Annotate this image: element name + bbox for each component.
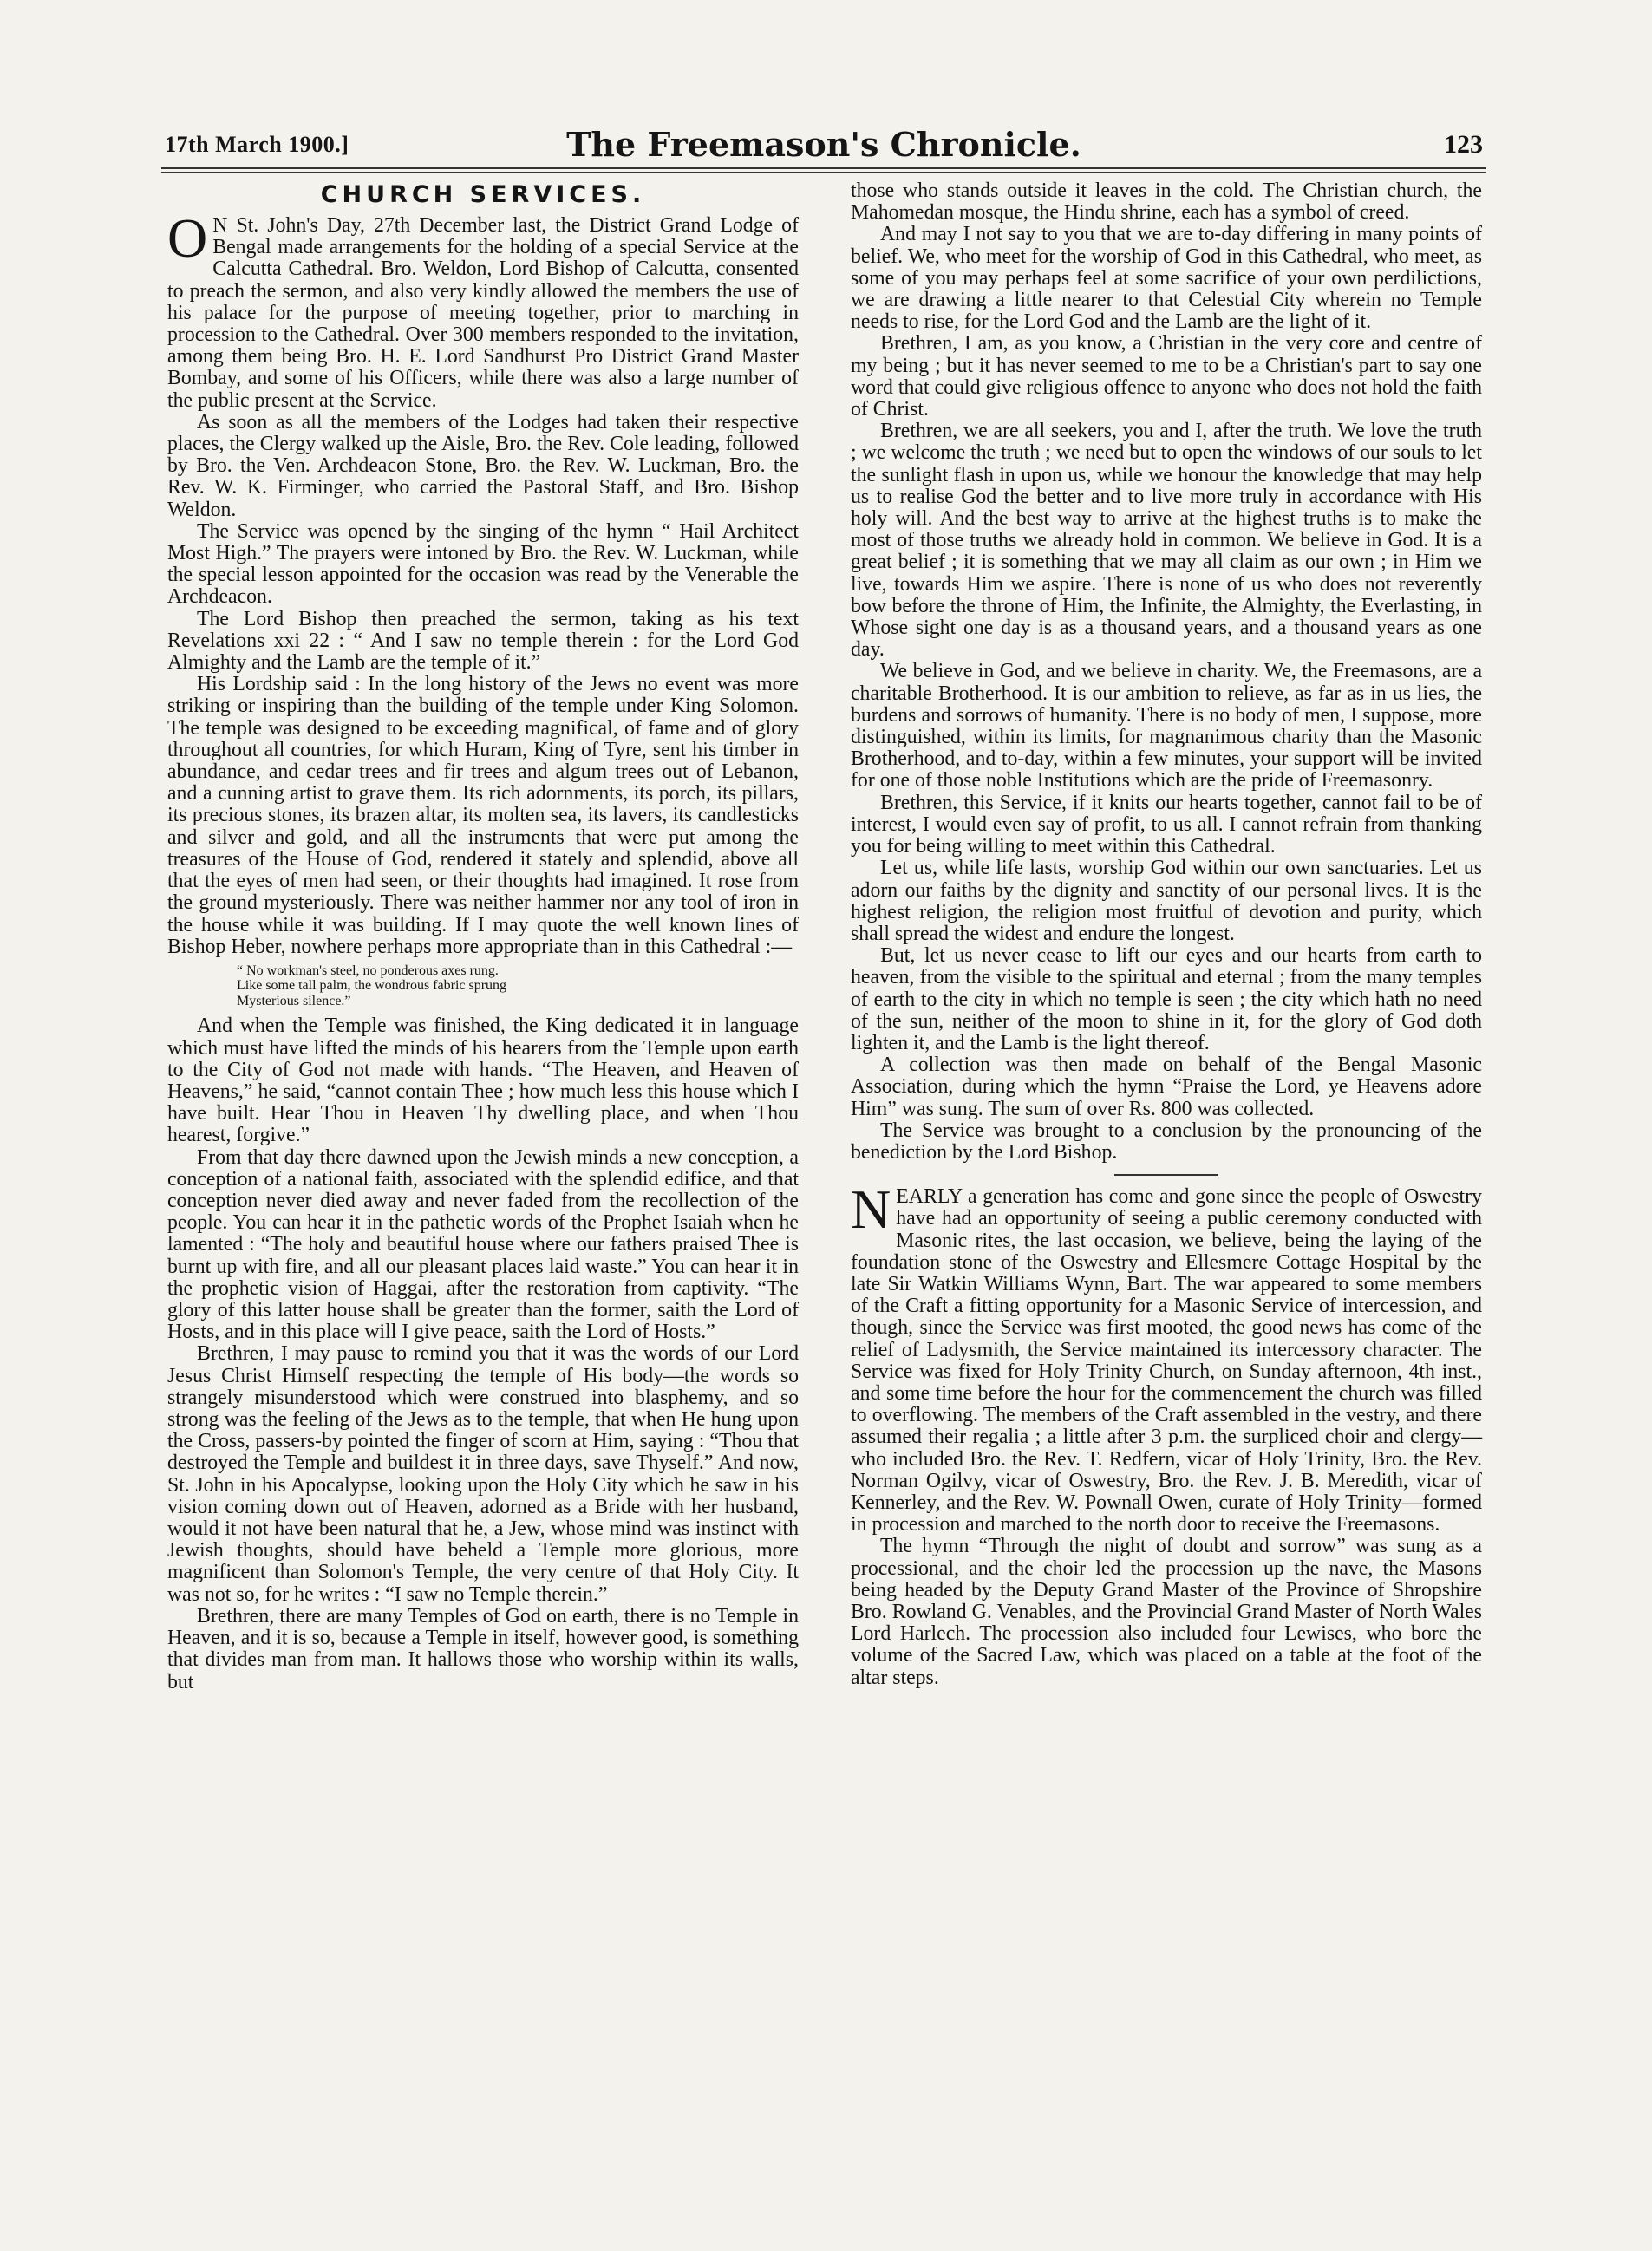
article-paragraph: The hymn “Through the night of doubt and sorrow” was sung as a processional, and the choir led the procession up the nave, the Masons being headed by the Deputy Grand Master of the Province of Shropshire Bro. Rowland G. Venables, and the Provincial Grand Master of North Wales Lord Harlech. The procession also included four Lewises, who bore the volume of the Sacred Law, which was placed on a table at the foot of the altar steps. [851,1535,1482,1689]
poem-quote [237,963,799,1009]
poem-line: “ No workman's steel, no ponderous axes rung. [237,962,499,978]
article-paragraph: O N St. John's Day, 27th December last, the District Grand Lodge of Bengal made arrangements for the holding of a special Service at the Calcutta Cathedral. Bro. Weldon, Lord Bishop of Calcutta, consented to preach the sermon, and also very kindly allowed the members the use of his palace for the purpose of meeting together, prior to marching in procession to the Cathedral. Over 300 members responded to the invitation, among them being Bro. H. E. Lord Sandhurst Pro District Grand Master Bombay, and some of his Officers, while there was also a large number of the public present at the Service. [167,207,799,412]
header-rule-thin [161,172,1486,173]
article-paragraph: And when the Temple was finished, the King dedicated it in language which must have lifted the minds of his hearers from the Temple upon earth to the City of God not made with hands. “The Heaven, and Heaven of Heavens,” he said, “cannot contain Thee ; how much less this house which I have built. Hear Thou in Heaven Thy dwelling place, and when Thou hearest, forgive.” [167,1015,799,1147]
article-title: CHURCH SERVICES. [320,181,646,208]
article-paragraph: Brethren, this Service, if it knits our hearts together, cannot fail to be of interest, I would even say of profit, to us all. I cannot refrain from thanking you for being willing to meet within this Cathedral. [851,791,1482,858]
article-paragraph: We believe in God, and we believe in charity. We, the Freemasons, are a charitable Brotherhood. It is our ambition to relieve, as far as in us lies, the burdens and sorrows of humanity. There is no body of men, I suppose, more distinguished, within its limits, for magnanimous charity than the Masonic Brotherhood, and to-day, within a few minutes, your support will be invited for one of those noble Institutions which are the pride of Freemasonry. [851,660,1482,793]
page-header [165,125,1483,166]
article-paragraph: Brethren, I am, as you know, a Christian in the very core and centre of my being ; but it has never seemed to me to be a Christian's part to say one word that could give religious offence to anyone who does not hold the faith of Christ. [851,332,1482,421]
article-paragraph: The Service was brought to a conclusion by the pronouncing of the benediction by the Lord Bishop. [851,1119,1482,1164]
article-paragraph: A collection was then made on behalf of the Bengal Masonic Association, during which the hymn “Praise the Lord, ye Heavens adore Him” was sung. The sum of over Rs. 800 was collected. [851,1054,1482,1120]
issue-date: 17th March 1900.] [165,132,349,157]
drop-cap: N [851,1178,891,1241]
right-column [851,180,1482,1689]
article-paragraph: And may I not say to you that we are to-day differing in many points of belief. We, who meet for the worship of God in this Cathedral, who meet, as some of you may perhaps feel at some sacrifice of your own perdilictions, we are drawing a little nearer to that Celestial City wherein no Temple needs to rise, for the Lord God and the Lamb are the light of it. [851,223,1482,334]
section-divider [1114,1174,1218,1176]
article-paragraph: Brethren, I may pause to remind you that it was the words of our Lord Jesus Christ Himself respecting the temple of His body—the words so strangely misunderstood which were construed into blasphemy, and so strong was the feeling of the Jews as to the temple, that when He hung upon the Cross, passers-by pointed the finger of scorn at Him, saying : “Thou that destroyed the Temple and buildest it in three days, save Thyself.” And now, St. John in his Apocalypse, looking upon the Holy City which he saw in his vision coming down out of Heaven, adorned as a Bride with her husband, would it not have been natural that he, a Jew, whose mind was instinct with Jewish thoughts, should have beheld a Temple more glorious, more magnificent than Solomon's Temple, the very centre of that Holy City. It was not so, for he writes : “I saw no Temple therein.” [167,1342,799,1606]
article-paragraph: The Lord Bishop then preached the sermon, taking as his text Revelations xxi 22 : “ And I saw no temple therein : for the Lord God Almighty and the Lamb are the temple of it.” [167,607,799,675]
publication-title: The Freemason's Chronicle. [566,125,1081,164]
article-paragraph: But, let us never cease to lift our eyes and our hearts from earth to heaven, from the visible to the spiritual and eternal ; from the many temples of earth to the city in which no temple is seen ; the city which hath no need of the sun, neither of the moon to shine in it, for the glory of God doth lighten it, and the Lamb is the light thereof. [851,944,1482,1054]
article-paragraph: The Service was opened by the singing of the hymn “ Hail Architect Most High.” The prayers were intoned by Bro. the Rev. W. Luckman, while the special lesson appointed for the occasion was read by the Venerable the Archdeacon. [167,519,799,609]
article-paragraph: Brethren, there are many Temples of God on earth, there is no Temple in Heaven, and it is so, because a Temple in itself, however good, is something that divides man from man. It hallows those who worship within its walls, but [167,1604,799,1693]
header-rule [161,167,1486,169]
page-number: 123 [1444,130,1483,159]
article-paragraph: As soon as all the members of the Lodges had taken their respective places, the Clergy walked up the Aisle, Bro. the Rev. Cole leading, followed by Bro. the Ven. Archdeacon Stone, Bro. the Rev. W. Luckman, Bro. the Rev. W. K. Firminger, who carried the Pastoral Staff, and Bro. Bishop Weldon. [167,410,799,521]
drop-cap: O [167,207,208,269]
article-paragraph: those who stands outside it leaves in the cold. The Christian church, the Mahomedan mosque, the Hindu shrine, each has a symbol of creed. [851,179,1482,225]
poem-line: Like some tall palm, the wondrous fabric sprung [237,978,507,994]
article-paragraph: His Lordship said : In the long history of the Jews no event was more striking or inspiring than the building of the temple under King Solomon. The temple was designed to be exceeding magnifical, of fame and of glory throughout all countries, for which Huram, King of Tyre, sent his timber in abundance, and cedar trees and fir trees and algum trees out of Lebanon, and a cunning artist to grave them. Its rich adornments, its porch, its pillars, its precious stones, its brazen altar, its molten sea, its lavers, its candlesticks and silver and gold, and all the instruments that were put among the treasures of the House of God, rendered it stately and splendid, above all that the eyes of men had seen, or their thoughts had imagined. It rose from the ground mysteriously. There was neither hammer nor any tool of iron in the house while it was building. If I may quote the well known lines of Bishop Heber, nowhere perhaps more appropriate than in this Cathedral :— [167,673,799,958]
article-paragraph: Brethren, we are all seekers, you and I, after the truth. We love the truth ; we welcome the truth ; we need but to open the windows of our souls to let the sunlight flash in upon us, while we honour the knowledge that may help us to realise God the better and to live more truly in accordance with His holy will. And the best way to arrive at the highest truths is to make the most of those truths we already hold in common. We believe in God. It is a great belief ; it is something that we may all claim as our own ; in Him we live, towards Him we aspire. There is none of us who does not reverently bow before the throne of Him, the Infinite, the Almighty, the Everlasting, in Whose sight one day is as a thousand years, and a thousand years as one day. [851,420,1482,662]
article-paragraph: From that day there dawned upon the Jewish minds a new conception, a conception of a national faith, associated with the splendid edifice, and that conception never died away and never faded from the recollection of the people. You can hear it in the pathetic words of the Prophet Isaiah when he lamented : “The holy and beautiful house where our fathers praised Thee is burnt up with fire, and all our pleasant places laid waste.” You can hear it in the prophetic vision of Haggai, after the restoration from captivity. “The glory of this latter house shall be greater than the former, saith the Lord of Hosts, and in this place will I give peace, saith the Lord of Hosts.” [167,1145,799,1344]
poem-line: Mysterious silence.” [237,993,351,1008]
left-column [167,180,799,1693]
article-paragraph: Let us, while life lasts, worship God within our own sanctuaries. Let us adorn our faiths by the dignity and sanctity of our personal lives. It is the highest religion, the religion most fruitful of devotion and purity, which shall spread the widest and endure the longest. [851,857,1482,945]
article-paragraph: NEARLY a generation has come and gone since the people of Oswestry have had an opportunity of seeing a public ceremony conducted with Masonic rites, the last occasion, we believe, being the laying of the foundation stone of the Oswestry and Ellesmere Cottage Hospital by the late Sir Watkin Williams Wynn, Bart. The war appeared to some members of the Craft a fitting opportunity for a Masonic Service of intercession, and though, since the Service was first mooted, the good news has come of the relief of Ladysmith, the Service maintained its intercessory character. The Service was fixed for Holy Trinity Church, on Sunday afternoon, 4th inst., and some time before the hour for the commencement the church was filled to overflowing. The members of the Craft assembled in the vestry, and there assumed their regalia ; a little after 3 p.m. the surpliced choir and clergy—who included Bro. the Rev. T. Redfern, vicar of Holy Trinity, Bro. the Rev. Norman Ogilvy, vicar of Oswestry, Bro. the Rev. J. B. Meredith, vicar of Kennerley, and the Rev. W. Pownall Owen, curate of Holy Trinity—formed in procession and marched to the north door to receive the Freemasons. [851,1178,1482,1537]
